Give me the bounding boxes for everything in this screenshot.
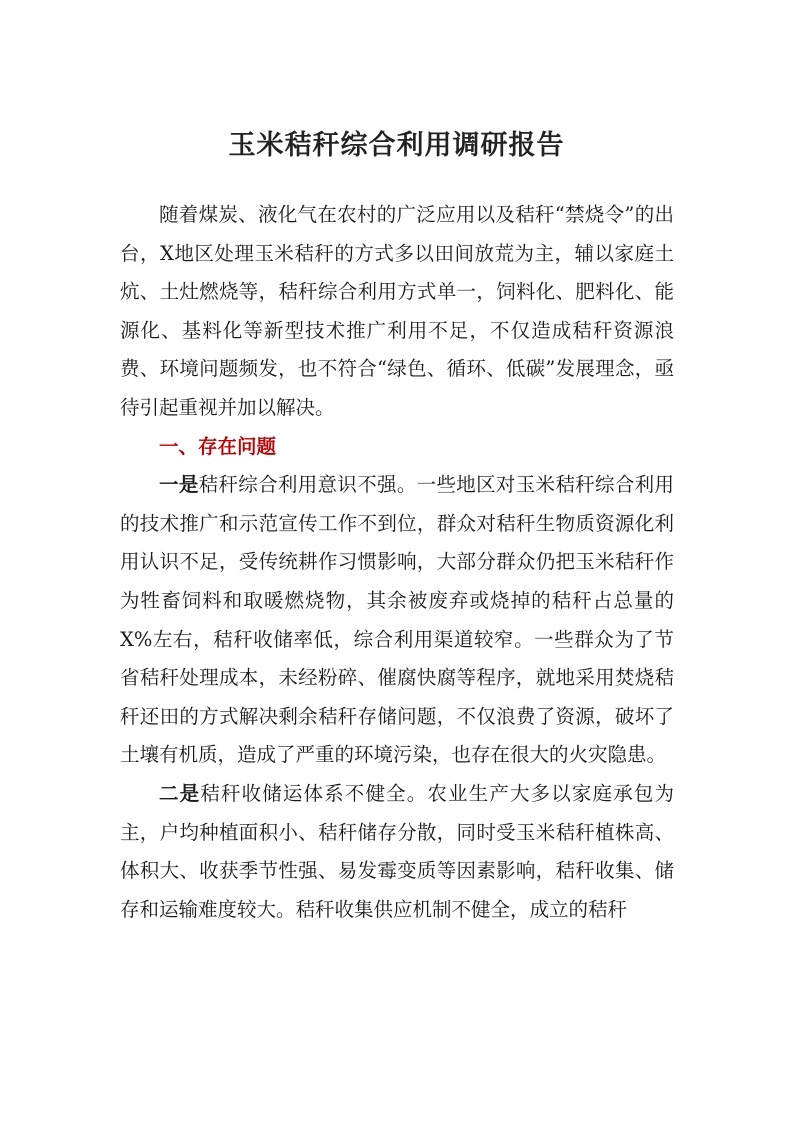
intro-paragraph: 随着煤炭、液化气在农村的广泛应用以及秸秆“禁烧令”的出台，X地区处理玉米秸秆的方式多以田间放荒为主，辅以家庭土炕、土灶燃烧等，秸秆综合利用方式单一，饲料化、肥料化、能源化、基料化等新型技术推广利用不足，不仅造成秸秆资源浪费、环境问题频发，也不符合“绿色、循环、低碳”发展理念，亟待引起重视并加以解决。 — [120, 203, 674, 419]
point-one-lead: 一是 — [159, 473, 199, 497]
document-body — [120, 196, 674, 929]
paragraph-point-one — [120, 466, 674, 775]
point-two-lead: 二是 — [159, 781, 201, 805]
section-heading-problems: 一、存在问题 — [159, 434, 277, 458]
point-two-text: 秸秆收储运体系不健全。农业生产大多以家庭承包为主，户均种植面积小、秸秆储存分散，同时受玉米秸秆植株高、体积大、收获季节性强、易发霉变质等因素影响，秸秆收集、储存和运输难度较大。秸秆收集供应机制不健全，成立的秸秆 — [120, 781, 674, 921]
document-title: 玉米秸秆综合利用调研报告 — [228, 130, 565, 161]
paragraph-point-two — [120, 775, 674, 929]
point-one-text: 秸秆综合利用意识不强。一些地区对玉米秸秆综合利用的技术推广和示范宣传工作不到位，群众对秸秆生物质资源化利用认识不足，受传统耕作习惯影响，大部分群众仍把玉米秸秆作为牲畜饲料和取暖燃烧物，其余被废弃或烧掉的秸秆占总量的X%左右，秸秆收储率低，综合利用渠道较窄。一些群众为了节省秸秆处理成本，未经粉碎、催腐快腐等程序，就地采用焚烧秸秆还田的方式解决剩余秸秆存储问题，不仅浪费了资源，破坏了土壤有机质，造成了严重的环境污染，也存在很大的火灾隐患。 — [120, 473, 674, 767]
